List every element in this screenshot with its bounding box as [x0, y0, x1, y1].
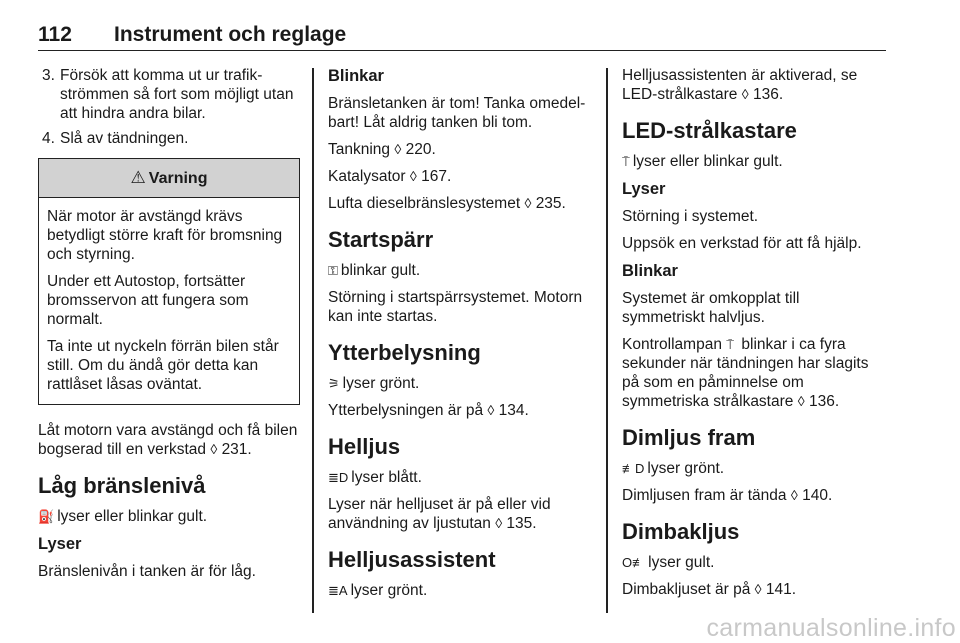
warning-header	[39, 159, 299, 198]
section-heading: Dimbakljus	[622, 519, 740, 544]
page-reference[interactable]: 231.	[221, 441, 252, 458]
page-reference[interactable]: 141.	[765, 581, 797, 598]
paragraph: ⍑ lyser eller blinkar gult.	[622, 153, 783, 170]
paragraph: Tankning ◊ 220.	[328, 141, 436, 158]
paragraph: ≣A lyser grönt.	[328, 582, 428, 599]
reference-arrow-icon: ◊	[790, 487, 798, 503]
page-reference[interactable]: 235.	[535, 195, 566, 212]
section-heading: Startspärr	[328, 227, 434, 252]
section-heading: Helljusassistent	[328, 547, 496, 572]
page-reference[interactable]: 134.	[498, 402, 529, 419]
reference-arrow-icon: ◊	[495, 515, 503, 531]
reference-arrow-icon: ◊	[741, 86, 749, 102]
page-reference[interactable]: 136.	[808, 393, 840, 410]
column-divider	[312, 68, 314, 613]
paragraph: ⚞ lyser grönt.	[328, 375, 420, 392]
page-reference[interactable]: 220.	[405, 141, 436, 158]
reference-arrow-icon: ◊	[487, 402, 495, 418]
list-item: 3. Försök att komma ut ur trafik-strömmen så fort som möjligt utan att hindra andra bilar.	[42, 67, 294, 122]
high-beam-icon: ≣D	[328, 470, 349, 485]
paragraph: Bränsletanken är tom! Tanka omedel-bart! Låt aldrig tanken bli tom.	[328, 95, 586, 131]
watermark: carmanualsonline.info	[706, 614, 956, 642]
page-header	[38, 22, 886, 51]
section-heading: Helljus	[328, 434, 401, 459]
page-reference[interactable]: 136.	[752, 86, 784, 103]
paragraph: Ytterbelysningen är på ◊ 134.	[328, 402, 529, 419]
paragraph: Helljusassistenten är aktiverad, se LED-strålkastare ◊ 136.	[622, 67, 858, 103]
reference-arrow-icon: ◊	[524, 195, 532, 211]
reference-arrow-icon: ◊	[754, 581, 762, 597]
paragraph: ⛽ lyser eller blinkar gult.	[38, 508, 208, 525]
led-headlight-icon: ⍑	[726, 337, 735, 352]
paragraph: O≢ lyser gult.	[622, 554, 715, 571]
warning-box	[38, 158, 300, 405]
subsection-heading: Blinkar	[622, 262, 678, 280]
immobilizer-icon: ⚿	[328, 263, 338, 278]
column-2	[328, 66, 596, 608]
paragraph: Bränslenivån i tanken är för låg.	[38, 563, 256, 580]
warning-body: När motor är avstängd krävs betydligt större kraft för bromsning och styrning. Under ett Autostop, fortsätter bromsservon att fungera som normalt. Ta inte ut nyckeln förrän bilen står still. Om du ändå gör detta kan rattlåset låsas oväntat.	[47, 208, 283, 393]
paragraph: Lufta dieselbränslesystemet ◊ 235.	[328, 195, 566, 212]
page-reference[interactable]: 135.	[506, 515, 537, 532]
paragraph: Kontrollampan ⍑ blinkar i ca fyra sekunder när tändningen har slagits på som en påminnelse om symmetriska strålkastare ◊ 136.	[622, 336, 869, 410]
paragraph: ≣D lyser blått.	[328, 469, 422, 486]
section-heading: LED-strålkastare	[622, 118, 797, 143]
subsection-heading: Lyser	[622, 180, 666, 198]
reference-arrow-icon: ◊	[394, 141, 402, 157]
page-reference[interactable]: 167.	[421, 168, 452, 185]
section-heading: Ytterbelysning	[328, 340, 481, 365]
paragraph: Dimbakljuset är på ◊ 141.	[622, 581, 797, 598]
page-title: Instrument och reglage	[114, 23, 347, 46]
paragraph: Störning i startspärrsystemet. Motorn kan inte startas.	[328, 289, 583, 325]
column-divider	[606, 68, 608, 613]
warning-icon: ⚠	[130, 168, 146, 187]
page-reference[interactable]: 140.	[802, 487, 833, 504]
led-headlight-icon: ⍑	[622, 154, 630, 169]
paragraph: Katalysator ◊ 167.	[328, 168, 452, 185]
front-fog-light-icon: ≢D	[622, 461, 645, 476]
warning-title: Varning	[148, 170, 208, 187]
reference-arrow-icon: ◊	[210, 441, 218, 457]
page-number: 112	[38, 23, 72, 46]
paragraph: Uppsök en verkstad för att få hjälp.	[622, 235, 862, 252]
paragraph: Störning i systemet.	[622, 208, 759, 225]
subsection-heading: Blinkar	[328, 67, 384, 85]
paragraph: Dimljusen fram är tända ◊ 140.	[622, 487, 833, 504]
reference-arrow-icon: ◊	[797, 393, 805, 409]
paragraph: Låt motorn vara avstängd och få bilen bogserad till en verkstad ◊ 231.	[38, 422, 298, 458]
paragraph: Lyser när helljuset är på eller vid användning av ljustutan ◊ 135.	[328, 496, 551, 532]
high-beam-assist-icon: ≣A	[328, 583, 348, 598]
section-heading: Låg bränslenivå	[38, 473, 206, 498]
paragraph: ⚿ blinkar gult.	[328, 262, 421, 279]
exterior-light-icon: ⚞	[328, 376, 340, 391]
reference-arrow-icon: ◊	[409, 168, 417, 184]
list-item: 4. Slå av tändningen.	[42, 130, 189, 147]
subsection-heading: Lyser	[38, 535, 82, 553]
paragraph: ≢D lyser grönt.	[622, 460, 725, 477]
paragraph: Systemet är omkopplat till symmetriskt halvljus.	[622, 290, 800, 326]
fuel-icon: ⛽	[38, 509, 55, 524]
rear-fog-light-icon: O≢	[622, 555, 646, 570]
column-3	[622, 66, 884, 607]
column-1	[38, 66, 300, 589]
section-heading: Dimljus fram	[622, 425, 756, 450]
